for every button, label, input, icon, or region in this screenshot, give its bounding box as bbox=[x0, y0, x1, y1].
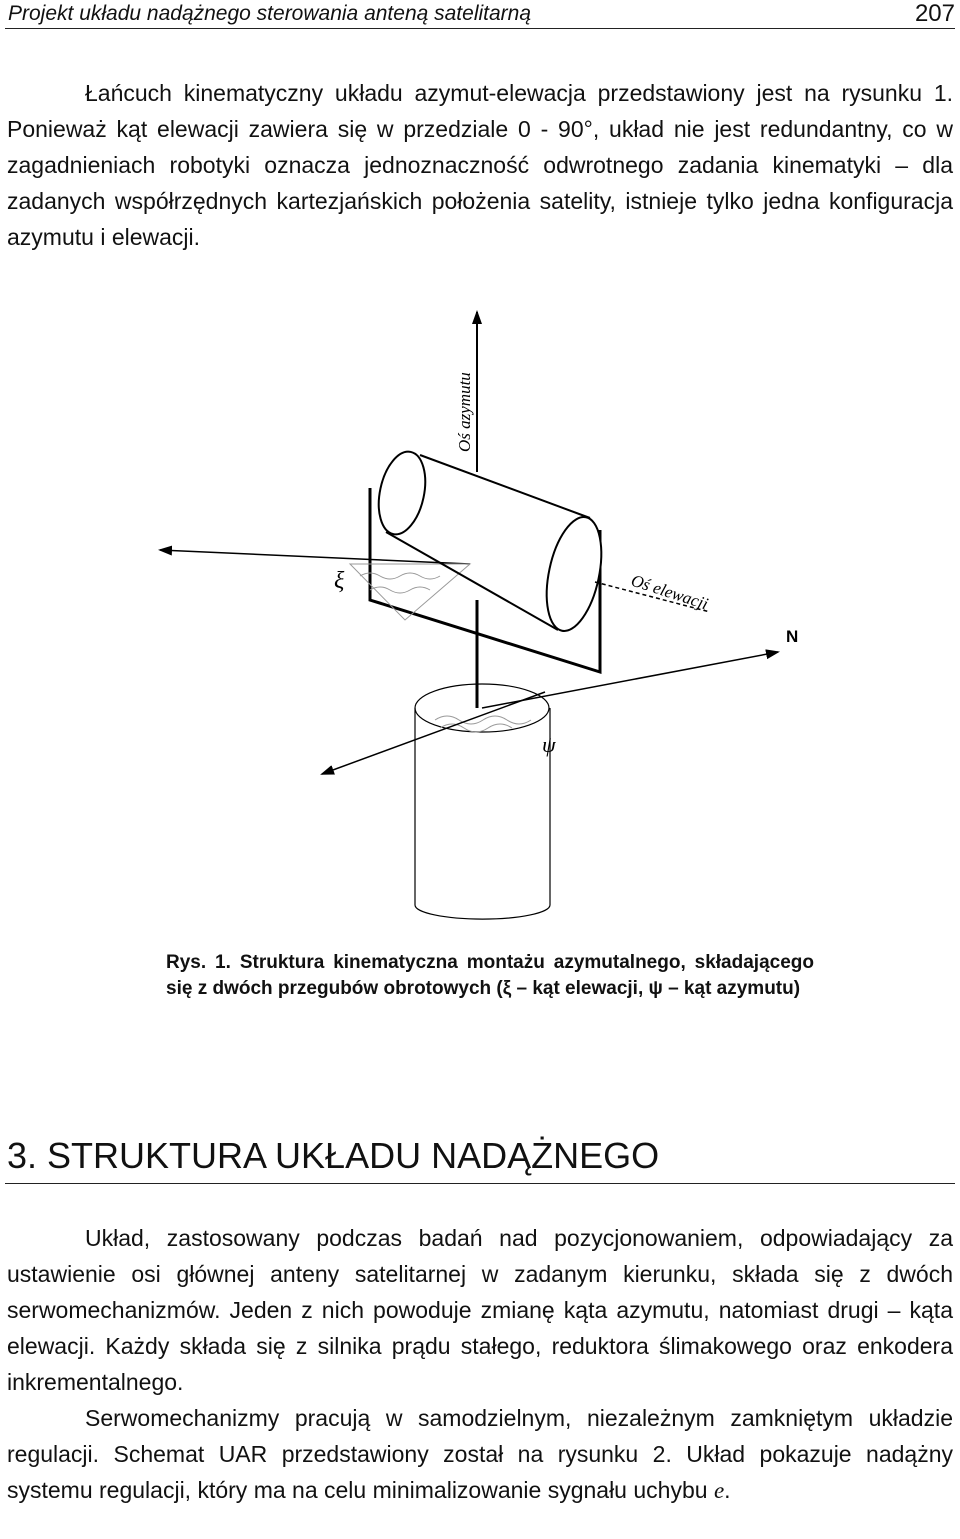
psi-direction-arrow bbox=[322, 692, 545, 774]
figure-caption: Rys. 1. Struktura kinematyczna montażu azymutalnego, składającego się z dwóch przegubów obrotowych (ξ – kąt elewacji, ψ – kąt azymutu) bbox=[166, 952, 814, 999]
paragraph-2-text: Układ, zastosowany podczas badań nad pozycjonowaniem, odpowiadający za ustawienie osi głównej anteny satelitarnej w zadanym kierunku, składa się z dwóch serwomechanizmów. Jeden z nich powoduje zmianę kąta azymutu, natomiast drugi – kąta elewacji. Każdy składa się z silnika prądu stałego, reduktora ślimakowego oraz enkodera inkrementalnego. bbox=[7, 1225, 953, 1395]
error-signal-symbol: e bbox=[713, 1478, 725, 1503]
xi-direction-arrow bbox=[160, 550, 470, 564]
section-title: 3. STRUKTURA UKŁADU NADĄŻNEGO bbox=[7, 1135, 660, 1176]
elevation-axis-label: Oś elewacji bbox=[628, 570, 711, 614]
paragraph-3-text: Serwomechanizmy pracują w samodzielnym, niezależnym zamkniętym układzie regulacji. Schemat UAR przedstawiony został na rysunku 2. Układ pokazuje nadążny systemu regulacji, który ma na celu minimalizowanie sygnału uchybu bbox=[7, 1405, 953, 1503]
section-heading bbox=[5, 1135, 955, 1184]
paragraph-kinematic-chain bbox=[7, 75, 953, 255]
xi-label: ξ bbox=[334, 568, 345, 594]
figure-kinematic-structure bbox=[150, 300, 830, 930]
azimuth-axis-label: Oś azymutu bbox=[455, 372, 474, 452]
paragraph-1-text: Łańcuch kinematyczny układu azymut-elewacja przedstawiony jest na rysunku 1. Ponieważ kąt elewacji zawiera się w przedziale 0 - 90°, układ nie jest redundantny, co w zagadnieniach robotyki oznacza jednoznaczność odwrotnego zadania kinematyki – dla zadanych współrzędnych kartezjańskich położenia satelity, istnieje tylko jedna konfiguracja azymutu i elewacji. bbox=[7, 80, 953, 250]
north-label: N bbox=[786, 627, 799, 646]
azimuth-cylinder bbox=[415, 684, 550, 919]
paragraph-control-loop bbox=[7, 1400, 953, 1509]
running-title: Projekt układu nadążnego sterowania anteną satelitarną bbox=[8, 2, 532, 25]
psi-label: ψ bbox=[542, 732, 556, 757]
page-number: 207 bbox=[914, 0, 955, 27]
paragraph-3-end: . bbox=[724, 1477, 731, 1503]
elevation-cylinder bbox=[372, 447, 611, 636]
kinematic-diagram bbox=[150, 300, 830, 930]
running-header bbox=[5, 0, 955, 29]
north-arrow bbox=[482, 652, 778, 708]
paragraph-servo-system bbox=[7, 1220, 953, 1400]
